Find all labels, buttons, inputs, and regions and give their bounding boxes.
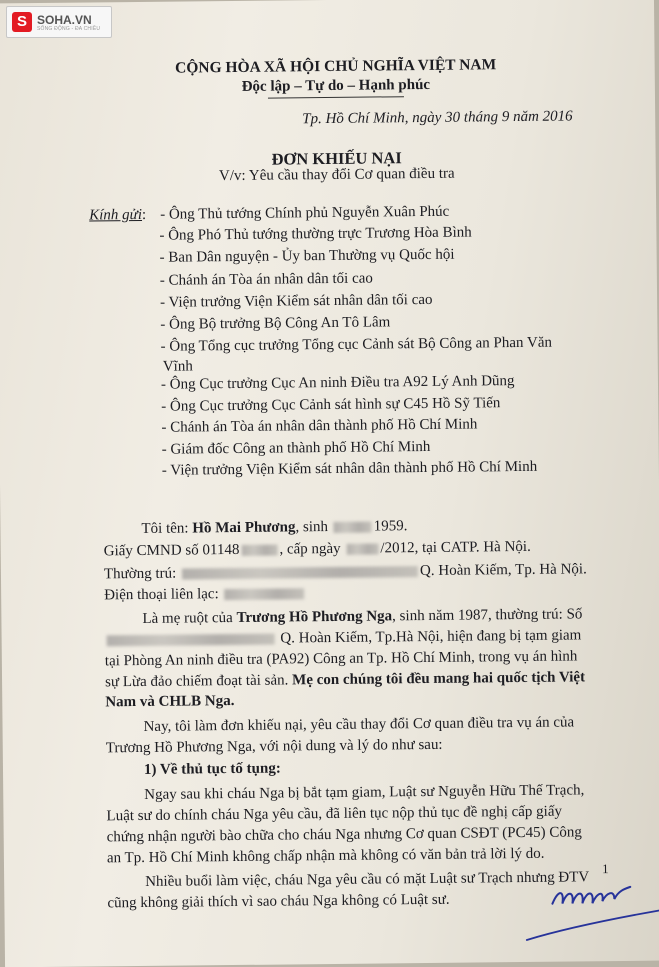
paragraph-line: an Tp. Hồ Chí Minh không chấp nhận mà không có văn bản trả lời lý do.	[106, 845, 545, 867]
soha-watermark-logo	[6, 6, 112, 38]
recipient-item-continuation: Vĩnh	[162, 358, 193, 375]
redacted-address	[107, 634, 275, 647]
recipient-item: - Viện trưởng Viện Kiểm sát nhân dân tối cao	[160, 291, 433, 311]
motto-underline	[268, 96, 404, 98]
paragraph-line: chứng nhận người bào chữa cho cháu Nga nhưng Cơ quan CSĐT (PC45) Công	[106, 824, 582, 846]
place-date: Tp. Hồ Chí Minh, ngày 30 tháng 9 năm 2016	[302, 108, 573, 128]
recipient-item: - Ông Phó Thủ tướng thường trực Trương Hòa Bình	[159, 224, 472, 244]
section-heading: 1) Về thủ tục tố tụng:	[143, 760, 281, 778]
redacted-address	[182, 566, 418, 579]
paragraph-line: Nhiều buổi làm việc, cháu Nga yêu cầu có mặt Luật sư Trạch nhưng ĐTV	[145, 869, 590, 890]
paragraph-line: Là mẹ ruột của Trương Hồ Phương Nga, sinh năm 1987, thường trú: Số	[142, 606, 583, 627]
redacted-phone	[224, 588, 304, 600]
paragraph-line: tại Phòng An ninh điều tra (PA92) Công an Tp. Hồ Chí Minh, trong vụ án hình	[104, 648, 578, 670]
recipient-item: - Ban Dân nguyện - Ủy ban Thường vụ Quốc hội	[159, 246, 455, 266]
recipient-item: - Ông Thủ tướng Chính phủ Nguyễn Xuân Phúc	[160, 203, 450, 223]
document-subject: V/v: Yêu cầu thay đổi Cơ quan điều tra	[218, 165, 455, 185]
redacted-issue-date	[346, 544, 378, 555]
paragraph-line: Ngay sau khi cháu Nga bị bắt tạm giam, Luật sư Nguyễn Hữu Thế Trạch,	[144, 782, 585, 803]
paragraph-line: Luật sư do chính cháu Nga yêu cầu, đã liên tục nộp thủ tục đề nghị cấp giấy	[106, 803, 563, 825]
paragraph-line: Nay, tôi làm đơn khiếu nại, yêu cầu thay đổi Cơ quan điều tra vụ án của	[143, 714, 575, 735]
recipient-item: - Chánh án Tòa án nhân dân tối cao	[159, 270, 373, 289]
recipient-item: - Giám đốc Công an thành phố Hồ Chí Minh	[161, 438, 431, 458]
applicant-name-line: Tôi tên: Hồ Mai Phương, sinh 1959.	[141, 518, 408, 537]
phone-line: Điện thoại liên lạc:	[104, 585, 306, 604]
paragraph-line: sự Lừa đảo chiếm đoạt tài sản. Mẹ con chúng tôi đều mang hai quốc tịch Việt	[105, 669, 586, 691]
document-title: ĐƠN KHIẾU NẠI	[271, 148, 402, 169]
residence-line: Thường trú: Q. Hoàn Kiếm, Tp. Hà Nội.	[103, 561, 587, 583]
national-motto: Độc lập – Tự do – Hạnh phúc	[241, 76, 431, 95]
id-card-line: Giấy CMND số 01148 , cấp ngày /2012, tại CATP. Hà Nội.	[103, 538, 531, 560]
recipient-item: - Ông Cục trưởng Cục Cảnh sát hình sự C45 Hồ Sỹ Tiến	[161, 395, 501, 415]
recipient-item: - Ông Cục trưởng Cục An ninh Điều tra A92 Lý Anh Dũng	[160, 373, 515, 393]
recipient-item: - Ông Tổng cục trưởng Tổng cục Cảnh sát Bộ Công an Phan Văn	[160, 334, 553, 355]
paragraph-line: Trương Hồ Phương Nga, với nội dung và lý do như sau:	[105, 736, 443, 757]
paragraph-line: Q. Hoàn Kiếm, Tp.Hà Nội, hiện đang bị tạm giam	[105, 627, 582, 649]
redacted-birthdate	[334, 522, 372, 533]
paragraph-line: Nam và CHLB Nga.	[105, 693, 235, 711]
recipients-label: Kính gửi:	[89, 206, 147, 224]
nation-header: CỘNG HÒA XÃ HỘI CHỦ NGHĨA VIỆT NAM	[175, 56, 497, 77]
watermark-brand: SOHA.VN	[37, 13, 92, 27]
redacted-id-number	[241, 545, 277, 556]
recipient-item: - Chánh án Tòa án nhân dân thành phố Hồ Chí Minh	[161, 416, 478, 436]
soha-s-icon: S	[12, 12, 32, 32]
recipient-item: - Viện trưởng Viện Kiểm sát nhân dân thành phố Hồ Chí Minh	[161, 458, 538, 479]
handwritten-signature	[520, 867, 659, 948]
watermark-tagline: SỐNG ĐỘNG - ĐA CHIỀU	[37, 26, 101, 32]
paragraph-line: cũng không giải thích vì sao cháu Nga không có Luật sư.	[107, 891, 450, 912]
recipient-item: - Ông Bộ trưởng Bộ Công An Tô Lâm	[160, 314, 391, 333]
page-number: 1	[601, 861, 609, 877]
